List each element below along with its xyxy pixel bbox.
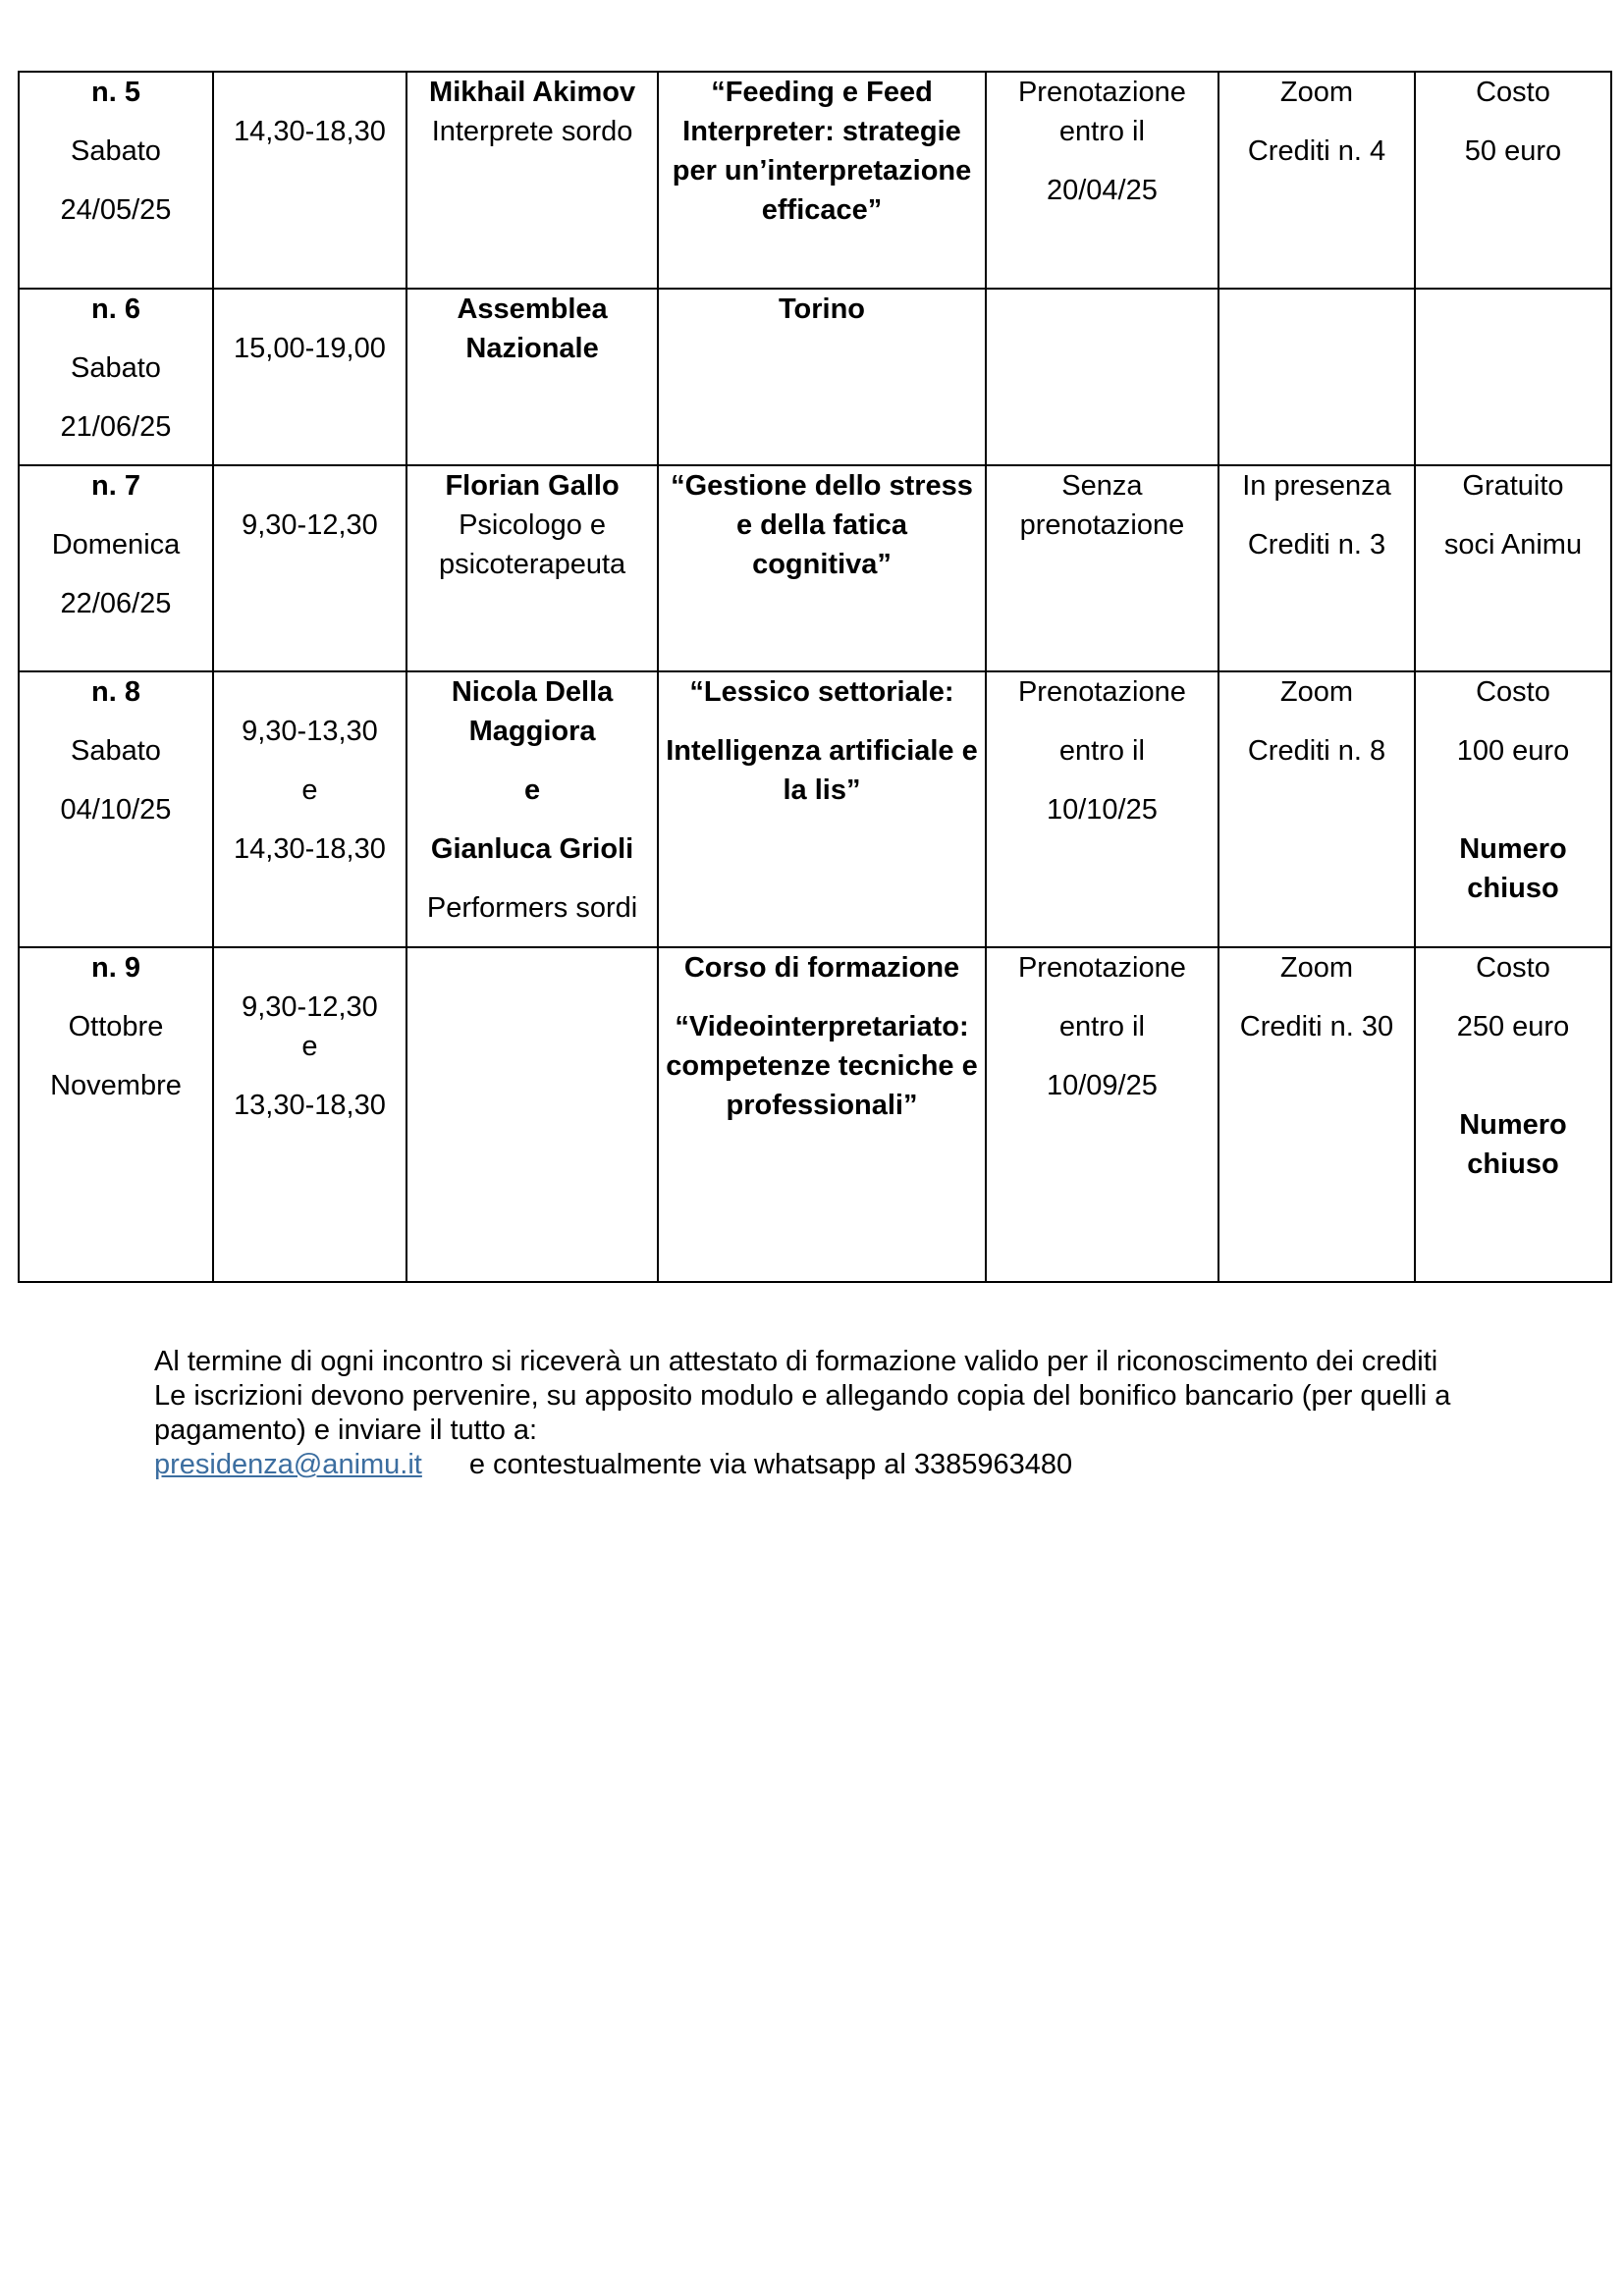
event-day: Domenica <box>51 529 181 561</box>
event-time-end: 13,30-18,30 <box>234 1090 386 1121</box>
event-booking-cell <box>986 947 1218 1282</box>
cost-note: Numero chiuso <box>1459 1109 1567 1180</box>
event-speaker-cell <box>406 289 658 465</box>
event-number-cell <box>19 671 213 947</box>
booking-label: Prenotazione <box>1017 676 1186 708</box>
registration-note: Le iscrizioni devono pervenire, su apposito modulo e allegando copia del bonifico bancario (per quelli a pagamento) e inviare il tutto a: <box>154 1380 1451 1446</box>
email-link[interactable]: presidenza@animu.it <box>154 1449 422 1480</box>
event-title-cell <box>658 72 986 289</box>
event-title-cell <box>658 947 986 1282</box>
event-speaker-cell <box>406 72 658 289</box>
event-date: Novembre <box>50 1070 182 1101</box>
event-number-cell <box>19 289 213 465</box>
event-time: 9,30-12,30 <box>242 509 378 541</box>
contact-line <box>154 1448 1529 1482</box>
event-mode-cell <box>1218 465 1415 671</box>
event-time: 14,30-18,30 <box>234 116 386 147</box>
event-time-join: e <box>301 774 318 806</box>
booking-label: entro il <box>1058 735 1145 767</box>
cost-value: 50 euro <box>1464 135 1562 167</box>
booking-label: entro il <box>1058 1011 1145 1042</box>
event-booking-cell <box>986 289 1218 465</box>
event-mode: In presenza <box>1242 470 1391 502</box>
event-time-start: 9,30-12,30 <box>242 991 378 1023</box>
event-cost-cell <box>1415 289 1611 465</box>
event-title: Intelligenza artificiale e la lis” <box>666 735 978 806</box>
speaker-name: Florian Gallo <box>445 470 620 502</box>
whatsapp-note: e contestualmente via whatsapp al 3385963480 <box>468 1449 1073 1480</box>
event-day: Sabato <box>71 352 161 384</box>
table-row <box>19 72 1611 289</box>
event-number: n. 5 <box>91 77 140 108</box>
cost-note: Numero chiuso <box>1459 833 1567 904</box>
event-credits: Crediti n. 3 <box>1247 529 1386 561</box>
table-row <box>19 465 1611 671</box>
event-mode-cell <box>1218 947 1415 1282</box>
event-booking-cell <box>986 72 1218 289</box>
table-row <box>19 947 1611 1282</box>
footer-notes <box>154 1345 1529 1482</box>
event-title: “Gestione dello stress e della fatica cognitiva” <box>671 470 973 580</box>
certificate-note: Al termine di ogni incontro si riceverà un attestato di formazione valido per il riconoscimento dei crediti <box>154 1346 1438 1377</box>
event-time-cell <box>213 947 406 1282</box>
event-title: Torino <box>778 294 866 325</box>
booking-date: 10/10/25 <box>1046 794 1158 826</box>
event-booking-cell <box>986 671 1218 947</box>
table-row <box>19 289 1611 465</box>
event-title-cell <box>658 671 986 947</box>
cost-label: Costo <box>1476 676 1550 708</box>
event-number: n. 9 <box>91 952 140 984</box>
event-number-cell <box>19 465 213 671</box>
events-table <box>18 71 1612 1283</box>
cost-value: 250 euro <box>1456 1011 1570 1042</box>
cost-label: Costo <box>1476 952 1550 984</box>
cost-value: 100 euro <box>1456 735 1570 767</box>
event-title: “Videointerpretariato: competenze tecniche e professionali” <box>666 1011 978 1121</box>
event-cost-cell <box>1415 947 1611 1282</box>
event-date: 22/06/25 <box>60 588 172 619</box>
event-title-cell <box>658 289 986 465</box>
event-cost-cell <box>1415 72 1611 289</box>
event-credits: Crediti n. 4 <box>1247 135 1386 167</box>
event-time-cell <box>213 465 406 671</box>
event-number-cell <box>19 72 213 289</box>
event-booking-cell <box>986 465 1218 671</box>
event-title: “Lessico settoriale: <box>689 676 954 708</box>
event-time-start: 9,30-13,30 <box>242 716 378 747</box>
event-credits: Crediti n. 30 <box>1239 1011 1394 1042</box>
event-title-cell <box>658 465 986 671</box>
event-time-end: 14,30-18,30 <box>234 833 386 865</box>
cost-label: Costo <box>1476 77 1550 108</box>
event-number: n. 7 <box>91 470 140 502</box>
event-time-cell <box>213 289 406 465</box>
event-time-cell <box>213 671 406 947</box>
event-date: 04/10/25 <box>60 794 172 826</box>
speaker-name: Nicola Della Maggiora <box>451 676 614 747</box>
booking-label: Prenotazione <box>1017 952 1186 984</box>
event-mode-cell <box>1218 289 1415 465</box>
event-mode-cell <box>1218 671 1415 947</box>
speaker-name: Mikhail Akimov <box>429 77 636 108</box>
speaker-join: e <box>523 774 541 806</box>
table-row <box>19 671 1611 947</box>
event-day: Ottobre <box>68 1011 164 1042</box>
event-number: n. 6 <box>91 294 140 325</box>
event-mode-cell <box>1218 72 1415 289</box>
event-date: 24/05/25 <box>60 194 172 226</box>
booking-date: 20/04/25 <box>1046 175 1158 206</box>
event-speaker-cell <box>406 671 658 947</box>
booking-label: Senza prenotazione <box>1019 470 1185 541</box>
speaker-role: Performers sordi <box>426 892 638 924</box>
cost-label: Gratuito <box>1462 470 1564 502</box>
event-cost-cell <box>1415 671 1611 947</box>
event-time: 15,00-19,00 <box>234 333 386 364</box>
booking-label: Prenotazione entro il <box>1017 77 1186 147</box>
cost-value: soci Animu <box>1443 529 1583 561</box>
event-credits: Crediti n. 8 <box>1247 735 1386 767</box>
event-mode: Zoom <box>1279 952 1354 984</box>
speaker-role: Psicologo e psicoterapeuta <box>438 509 626 580</box>
event-mode: Zoom <box>1279 77 1354 108</box>
event-time-cell <box>213 72 406 289</box>
event-mode: Zoom <box>1279 676 1354 708</box>
speaker-role: Interprete sordo <box>431 116 633 147</box>
speaker-name: Assemblea Nazionale <box>457 294 608 364</box>
event-number-cell <box>19 947 213 1282</box>
booking-date: 10/09/25 <box>1046 1070 1158 1101</box>
event-date: 21/06/25 <box>60 411 172 443</box>
event-speaker-cell <box>406 947 658 1282</box>
speaker-name: Gianluca Grioli <box>430 833 634 865</box>
event-number: n. 8 <box>91 676 140 708</box>
event-time-join: e <box>301 1031 318 1062</box>
event-cost-cell <box>1415 465 1611 671</box>
event-day: Sabato <box>71 135 161 167</box>
event-title: Corso di formazione <box>683 952 960 984</box>
event-title: “Feeding e Feed Interpreter: strategie per un’interpretazione efficace” <box>672 77 972 226</box>
event-day: Sabato <box>71 735 161 767</box>
event-speaker-cell <box>406 465 658 671</box>
